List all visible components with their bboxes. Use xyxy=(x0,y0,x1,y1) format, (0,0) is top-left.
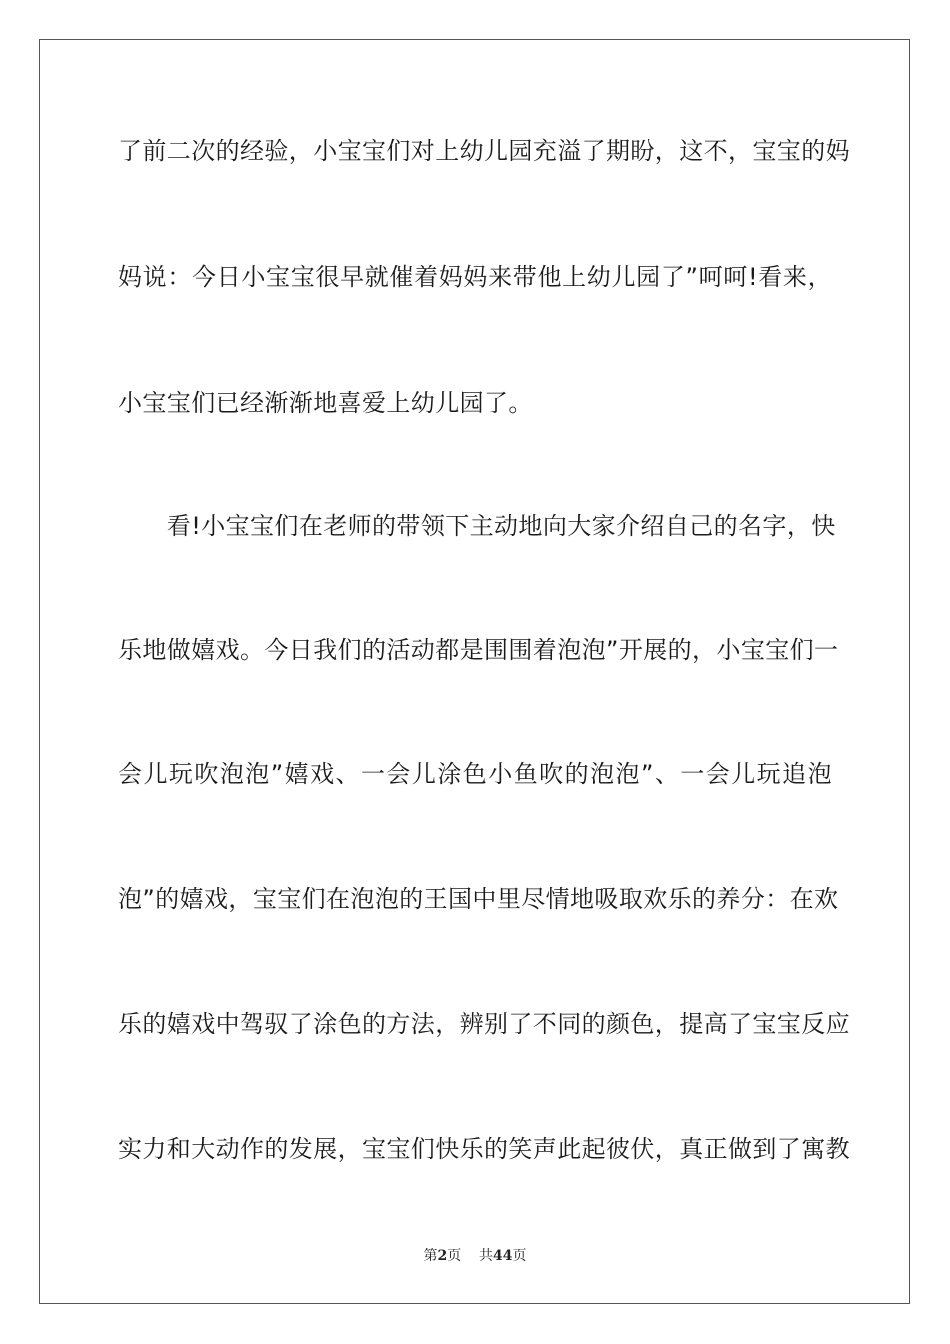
page-border xyxy=(39,39,910,1304)
page-label-prefix: 第 xyxy=(423,1248,438,1264)
paragraph-line-4: 看!小宝宝们在老师的带领下主动地向大家介绍自己的名字，快 xyxy=(118,512,836,540)
paragraph-line-5: 乐地做嬉戏。今日我们的活动都是围围着泡泡”开展的，小宝宝们一 xyxy=(118,636,839,664)
total-label-suffix: 页 xyxy=(512,1248,527,1264)
paragraph-line-1: 了前二次的经验，小宝宝们对上幼儿园充溢了期盼，这不，宝宝的妈 xyxy=(118,137,850,165)
paragraph-line-6: 会儿玩吹泡泡”嬉戏、一会儿涂色小鱼吹的泡泡”、一会儿玩追泡 xyxy=(118,760,832,788)
paragraph-line-9: 实力和大动作的发展，宝宝们快乐的笑声此起彼伏，真正做到了寓教 xyxy=(118,1135,850,1163)
total-label-prefix: 共 xyxy=(479,1248,494,1264)
page-label-suffix: 页 xyxy=(447,1248,462,1264)
page-number: 2 xyxy=(437,1248,448,1264)
paragraph-line-7: 泡”的嬉戏，宝宝们在泡泡的王国中里尽情地吸取欢乐的养分：在欢 xyxy=(118,885,839,913)
paragraph-line-3: 小宝宝们已经渐渐地喜爱上幼儿园了。 xyxy=(118,389,533,417)
page-footer xyxy=(0,1247,950,1265)
paragraph-line-8: 乐的嬉戏中驾驭了涂色的方法，辨别了不同的颜色，提高了宝宝反应 xyxy=(118,1010,850,1038)
total-pages: 44 xyxy=(493,1248,513,1264)
paragraph-line-2: 妈说：今日小宝宝很早就催着妈妈来带他上幼儿园了”呵呵!看来， xyxy=(118,263,832,291)
